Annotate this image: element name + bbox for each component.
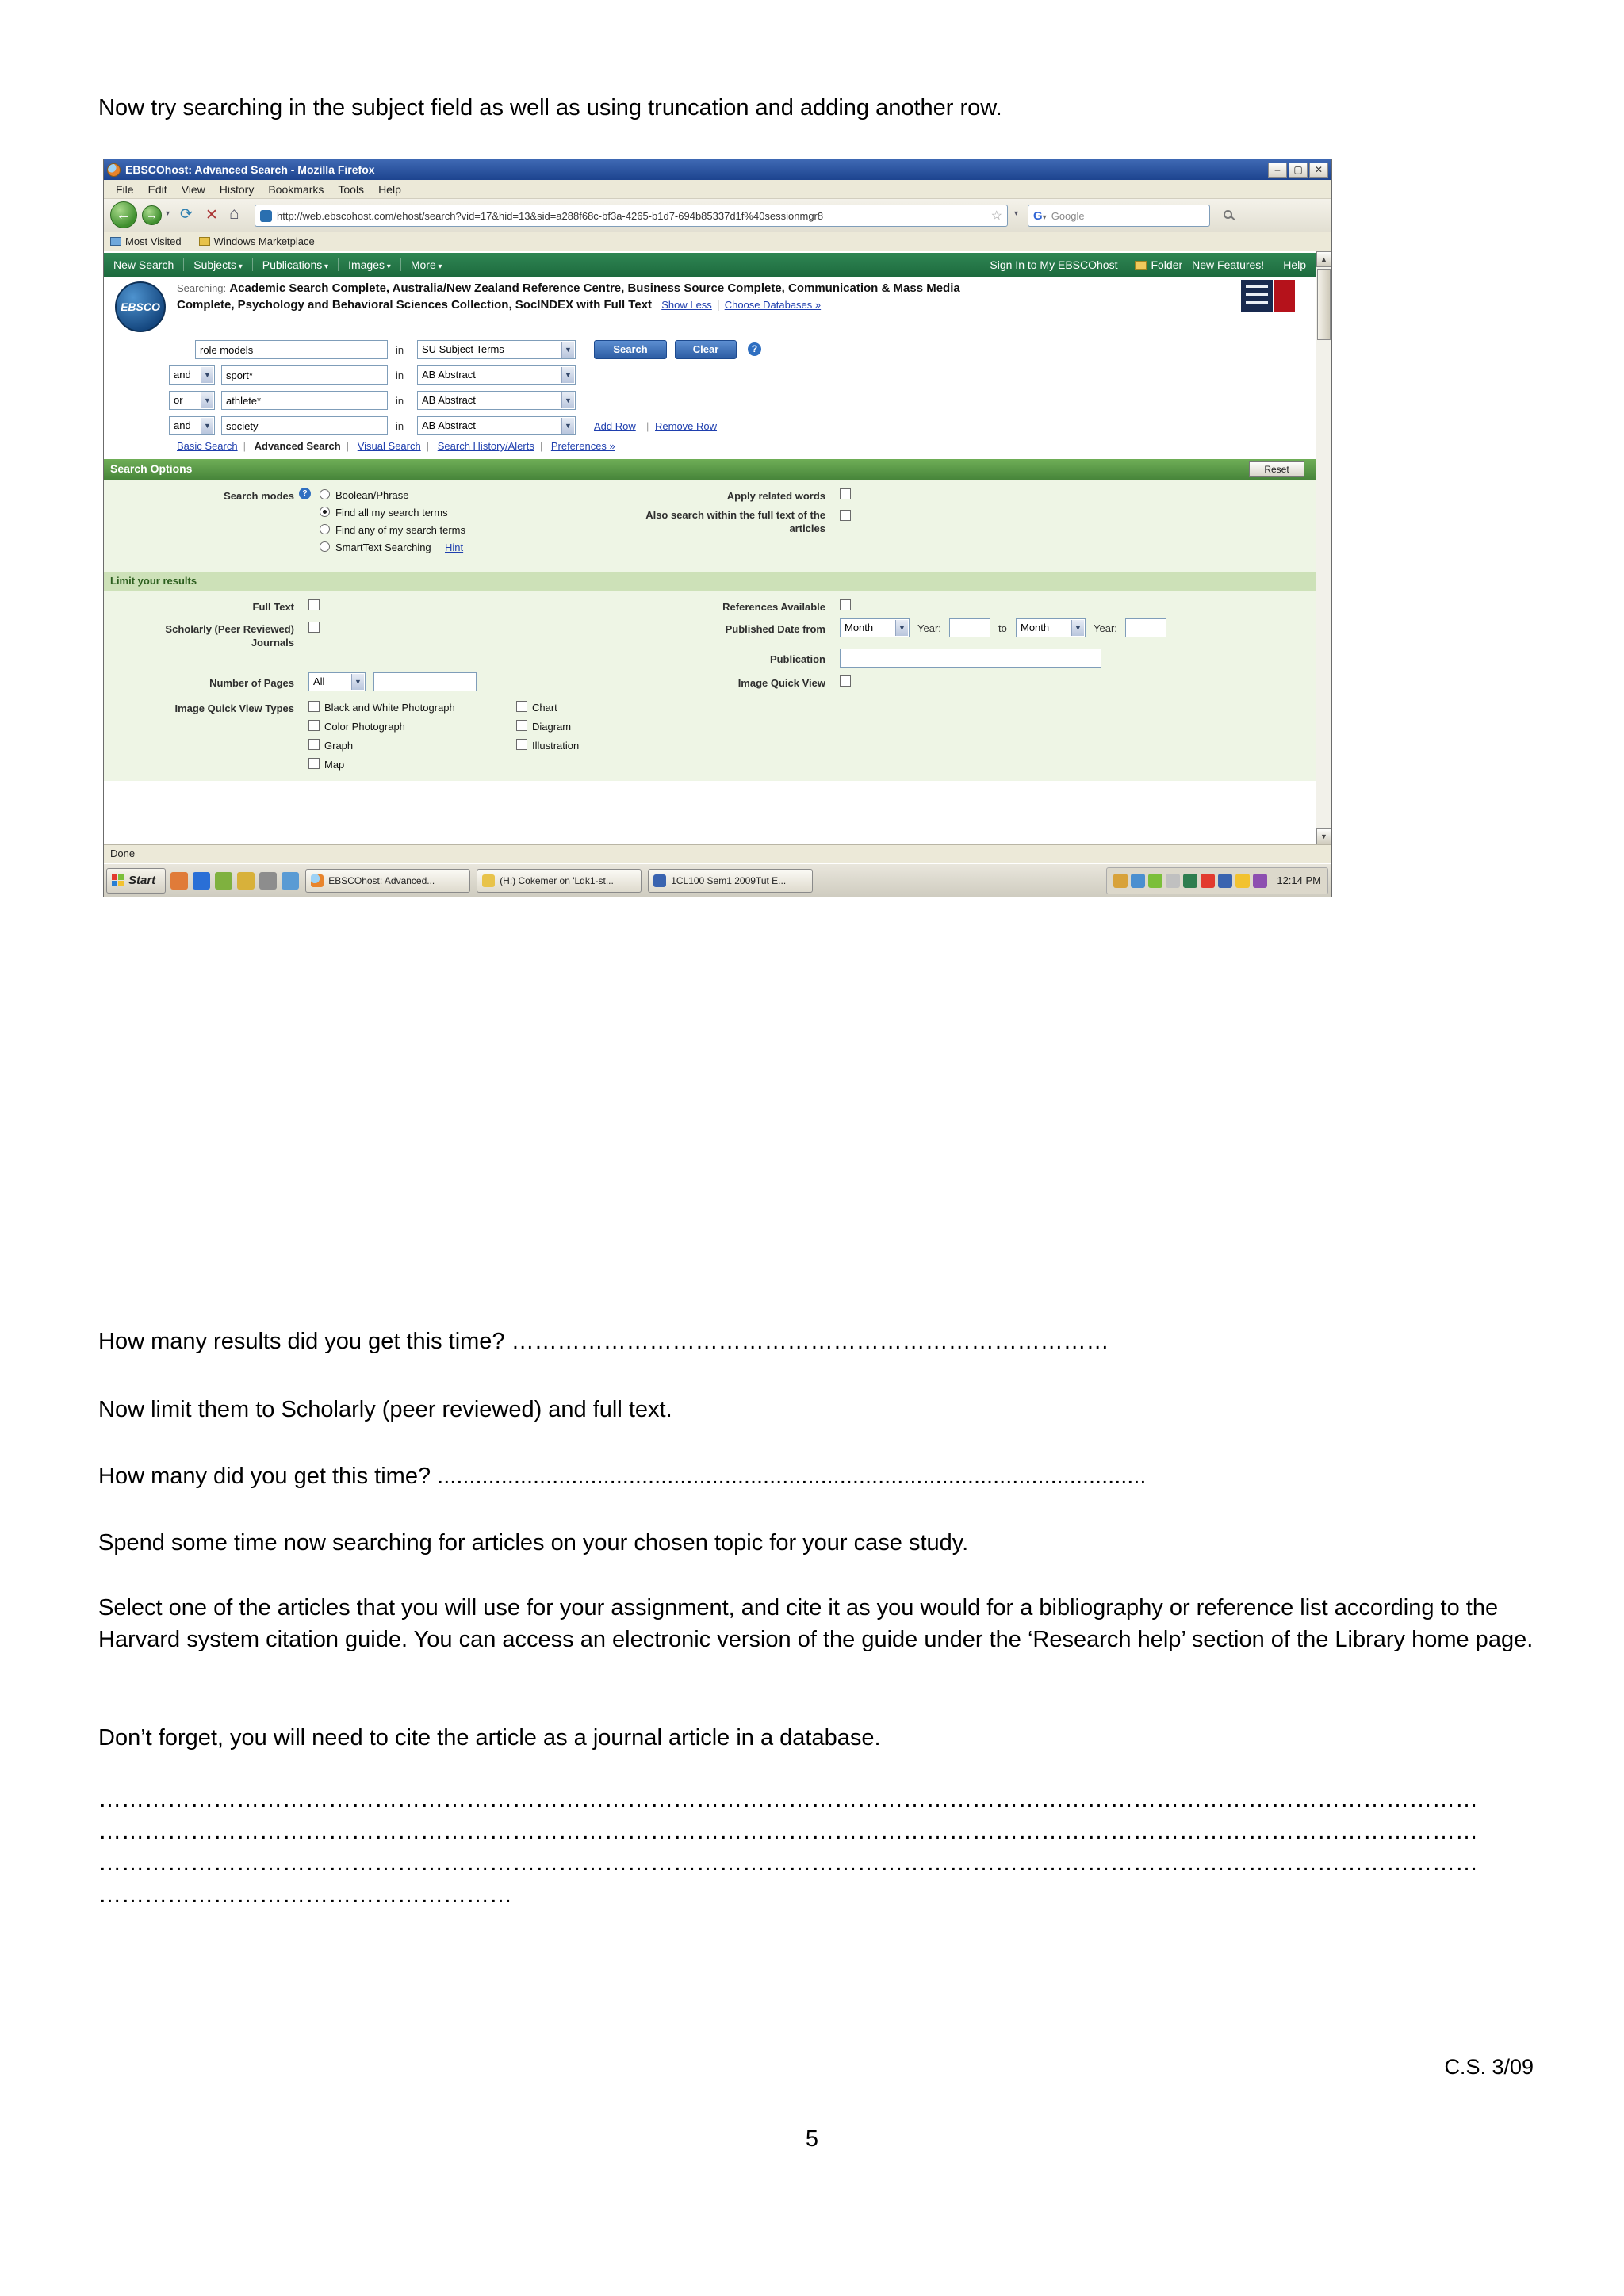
also-search-label: Also search within the full text of the articles: [645, 509, 825, 534]
in-label: in: [396, 344, 404, 356]
limit-instruction: Now limit them to Scholarly (peer reviewed) and full text.: [98, 1397, 672, 1422]
quicklaunch-icon[interactable]: [259, 872, 277, 890]
quicklaunch-firefox-icon[interactable]: [170, 872, 188, 890]
full-text-label: Full Text: [252, 601, 294, 613]
google-icon: [1033, 209, 1043, 223]
answer-line: ………………………………………………: [98, 1882, 512, 1908]
boolean-select-3[interactable]: or ▼: [169, 391, 215, 410]
radio-label: Find all my search terms: [335, 507, 448, 519]
scholarly-checkbox[interactable]: [308, 622, 320, 633]
in-label: in: [396, 420, 404, 432]
browser-navbar: [104, 199, 1331, 232]
search-options-title: Search Options: [110, 462, 193, 475]
nav-images[interactable]: Images ▾: [339, 258, 401, 271]
home-icon[interactable]: ⌂: [229, 205, 239, 223]
search-options-bar: [104, 459, 1316, 480]
nav-publications[interactable]: Publications ▾: [253, 258, 339, 271]
folder-icon: [1135, 261, 1147, 270]
forward-icon[interactable]: →: [142, 205, 162, 225]
system-tray: [1106, 867, 1328, 894]
institution-logo-red: [1274, 280, 1295, 312]
citation-instruction: Select one of the articles that you will use for your assignment, and cite it as you would for a bibliography or reference list according to the Harvard system citation guide. You can access an electronic version of the guide under the ‘Research help’ section of the Library home page.: [98, 1595, 1534, 1652]
references-available-checkbox[interactable]: [840, 599, 851, 610]
also-search-checkbox[interactable]: [840, 510, 851, 521]
search-button[interactable]: Search: [594, 340, 667, 359]
month-to-select[interactable]: Month ▼: [1016, 618, 1086, 637]
bookmark-star-icon[interactable]: [991, 208, 1002, 224]
quicklaunch-icon[interactable]: [193, 872, 210, 890]
image-quick-view-checkbox[interactable]: [840, 675, 851, 687]
search-term-input-3[interactable]: [221, 391, 388, 410]
checkbox-label: Chart: [532, 702, 557, 714]
dropdown-arrow-icon[interactable]: [561, 342, 574, 358]
radio-smarttext[interactable]: [320, 541, 330, 552]
in-label: in: [396, 369, 404, 381]
dont-forget-note: Don’t forget, you will need to cite the article as a journal article in a database.: [98, 1725, 881, 1751]
case-study-instruction: Spend some time now searching for articles on your chosen topic for your case study.: [98, 1530, 969, 1556]
show-less-link[interactable]: Show Less: [661, 299, 712, 311]
folder-link[interactable]: Folder: [1151, 258, 1183, 271]
nav-more[interactable]: More ▾: [401, 258, 452, 271]
qv-color-photo-checkbox[interactable]: [308, 720, 320, 731]
word-icon: [653, 874, 666, 887]
publication-label: Publication: [769, 653, 825, 665]
dropdown-arrow-icon[interactable]: [201, 367, 213, 383]
searching-label: Searching:: [177, 282, 227, 294]
magnifier-icon[interactable]: [1224, 210, 1232, 219]
radio-label: Find any of my search terms: [335, 524, 465, 536]
full-text-checkbox[interactable]: [308, 599, 320, 610]
tab-basic-search[interactable]: Basic Search: [177, 440, 238, 452]
references-available-label: References Available: [722, 601, 825, 613]
question-results: How many results did you get this time? ……………………………………………………………………: [98, 1329, 1109, 1354]
search-term-input-2[interactable]: [221, 365, 388, 385]
limit-results-bar: Limit your results: [104, 572, 1316, 591]
taskbar-clock: 12:14 PM: [1277, 874, 1321, 886]
quicklaunch-icon[interactable]: [282, 872, 299, 890]
radio-boolean-phrase[interactable]: [320, 489, 330, 499]
maximize-button[interactable]: ▢: [1289, 163, 1308, 178]
question-results-2: How many did you get this time? ...............................................................................................................: [98, 1464, 1147, 1489]
tab-preferences[interactable]: Preferences »: [550, 440, 615, 452]
qv-chart-checkbox[interactable]: [516, 701, 527, 712]
menu-edit[interactable]: Edit: [147, 182, 167, 196]
vertical-scrollbar[interactable]: [1316, 251, 1331, 844]
menu-bookmarks[interactable]: Bookmarks: [268, 182, 324, 196]
status-text: Done: [110, 848, 136, 859]
year-to-label: Year:: [1094, 622, 1117, 634]
browser-menubar: [104, 180, 1331, 199]
history-dropdown-icon[interactable]: ▾: [166, 209, 170, 218]
quicklaunch-icon[interactable]: [237, 872, 255, 890]
new-features-link[interactable]: New Features!: [1192, 258, 1265, 271]
qv-graph-checkbox[interactable]: [308, 739, 320, 750]
window-title: EBSCOhost: Advanced Search - Mozilla Firefox: [125, 163, 375, 176]
month-from-select[interactable]: Month ▼: [840, 618, 910, 637]
help-link[interactable]: Help: [1283, 258, 1306, 271]
qv-bw-photo-checkbox[interactable]: [308, 701, 320, 712]
scroll-up-icon[interactable]: ▲: [1316, 251, 1331, 267]
minimize-button[interactable]: –: [1268, 163, 1287, 178]
menu-help[interactable]: Help: [378, 182, 401, 196]
search-term-input-4[interactable]: [221, 416, 388, 435]
tray-icon[interactable]: [1131, 874, 1145, 888]
bookmarks-bar: [104, 232, 1331, 251]
bookmark-windows-marketplace[interactable]: Windows Marketplace: [199, 235, 315, 247]
dropdown-arrow-icon[interactable]: [1071, 620, 1084, 636]
tab-visual-search[interactable]: Visual Search: [357, 440, 421, 452]
bookmark-most-visited[interactable]: Most Visited: [110, 235, 182, 247]
tray-icon[interactable]: [1183, 874, 1197, 888]
number-of-pages-select[interactable]: All ▼: [308, 672, 366, 691]
apply-related-checkbox[interactable]: [840, 488, 851, 499]
answer-line: ………………………………………………………………………………………………………………………………………………………………: [98, 1819, 1478, 1844]
menu-view[interactable]: View: [181, 182, 205, 196]
dropdown-arrow-icon[interactable]: [895, 620, 908, 636]
database-list: Academic Search Complete, Australia/New Zealand Reference Centre, Business Source Complete, Communication & Mass Media Complete, Psychology and Behavioral Sciences Collection, SocINDEX with Full Text: [177, 281, 960, 312]
tray-icon[interactable]: [1218, 874, 1232, 888]
dropdown-arrow-icon[interactable]: [201, 418, 213, 434]
radio-find-all-terms[interactable]: [320, 507, 330, 517]
apply-related-label: Apply related words: [726, 490, 825, 502]
add-row-link[interactable]: Add Row: [594, 420, 636, 432]
field-select-1[interactable]: SU Subject Terms ▼: [417, 340, 576, 359]
menu-tools[interactable]: Tools: [338, 182, 365, 196]
institution-logo-navy: [1241, 280, 1273, 312]
radio-label: Boolean/Phrase: [335, 489, 409, 501]
qv-diagram-checkbox[interactable]: [516, 720, 527, 731]
remove-row-link[interactable]: Remove Row: [655, 420, 718, 432]
number-of-pages-input[interactable]: [373, 672, 477, 691]
image-quick-view-label: Image Quick View: [737, 677, 825, 689]
menu-history[interactable]: History: [219, 182, 255, 196]
to-label: to: [998, 622, 1007, 634]
boolean-select-2[interactable]: and ▼: [169, 365, 215, 385]
radio-label: SmartText Searching: [335, 541, 431, 553]
radio-find-any-terms[interactable]: [320, 524, 330, 534]
boolean-select-4[interactable]: and ▼: [169, 416, 215, 435]
taskbar-task-ebscohost[interactable]: EBSCOhost: Advanced...: [305, 869, 470, 893]
hint-link[interactable]: Hint: [445, 541, 464, 553]
answer-line: ………………………………………………………………………………………………………………………………………………………………: [98, 1787, 1478, 1812]
dropdown-arrow-icon[interactable]: [201, 392, 213, 408]
taskbar-task-document[interactable]: 1CL100 Sem1 2009Tut E...: [648, 869, 813, 893]
dropdown-arrow-icon[interactable]: [561, 418, 574, 434]
dropdown-arrow-icon[interactable]: [561, 367, 574, 383]
field-select-2[interactable]: AB Abstract ▼: [417, 365, 576, 385]
window-titlebar: [104, 159, 1331, 180]
url-text: http://web.ebscohost.com/ehost/search?vid=17&hid=13&sid=a288f68c-bf3a-4265-b1d7-694b85337d1f%40sessionmgr8: [277, 209, 824, 222]
search-engine-label: Google: [1051, 209, 1085, 222]
year-from-input[interactable]: [949, 618, 990, 637]
folder-icon: [110, 237, 121, 246]
tray-icon[interactable]: [1253, 874, 1267, 888]
ebsco-top-nav: [104, 253, 1316, 277]
firefox-icon: [107, 163, 121, 177]
in-label: in: [396, 395, 404, 407]
search-term-input-1[interactable]: [195, 340, 388, 359]
help-icon[interactable]: [748, 342, 761, 356]
reset-button[interactable]: Reset: [1249, 461, 1304, 477]
help-icon[interactable]: [299, 488, 311, 499]
dropdown-arrow-icon[interactable]: [351, 674, 364, 690]
year-from-label: Year:: [917, 622, 941, 634]
firefox-icon: [311, 874, 324, 887]
web-search-box[interactable]: [1028, 205, 1210, 227]
published-date-label: Published Date from: [725, 623, 825, 635]
page-viewport: [104, 251, 1331, 844]
image-quick-view-types-label: Image Quick View Types: [174, 702, 294, 714]
bookmark-icon: [199, 237, 210, 246]
separator: |: [716, 298, 720, 312]
clear-button[interactable]: Clear: [675, 340, 737, 359]
year-to-input[interactable]: [1125, 618, 1166, 637]
field-select-3[interactable]: AB Abstract ▼: [417, 391, 576, 410]
ebsco-logo: EBSCO: [115, 281, 166, 332]
checkbox-label: Color Photograph: [324, 721, 405, 733]
reload-icon[interactable]: ⟳: [180, 206, 193, 223]
url-bar[interactable]: [255, 205, 1008, 227]
tab-search-history[interactable]: Search History/Alerts: [437, 440, 534, 452]
stop-icon[interactable]: ✕: [205, 207, 218, 224]
tab-advanced-search[interactable]: Advanced Search: [254, 440, 341, 452]
scroll-down-icon[interactable]: ▼: [1316, 828, 1331, 844]
tray-icon[interactable]: [1235, 874, 1250, 888]
explorer-icon: [482, 874, 495, 887]
checkbox-label: Graph: [324, 740, 354, 752]
publication-input[interactable]: [840, 649, 1101, 668]
search-modes-label: Search modes: [224, 490, 294, 502]
windows-flag-icon: [112, 874, 124, 886]
intro-text: Now try searching in the subject field as well as using truncation and adding another row.: [98, 95, 1002, 121]
menu-file[interactable]: File: [116, 182, 134, 196]
page-number: 5: [805, 2126, 819, 2152]
tray-icon[interactable]: [1148, 874, 1162, 888]
searching-block: [177, 280, 1017, 313]
checkbox-label: Diagram: [532, 721, 572, 733]
checkbox-label: Map: [324, 759, 345, 771]
windows-taskbar: [104, 863, 1331, 897]
search-type-tabs: Basic Search | Advanced Search | Visual Search | Search History/Alerts | Preferences »: [177, 440, 615, 452]
quicklaunch-icon[interactable]: [215, 872, 232, 890]
separator: |: [646, 420, 649, 432]
number-of-pages-label: Number of Pages: [209, 677, 294, 689]
tray-icon[interactable]: [1201, 874, 1215, 888]
site-favicon: [260, 210, 272, 222]
url-dropdown-icon[interactable]: ▾: [1014, 209, 1019, 218]
search-engine-dropdown-icon[interactable]: [1043, 209, 1047, 222]
checkbox-label: Black and White Photograph: [324, 702, 455, 714]
tray-icon[interactable]: [1166, 874, 1180, 888]
qv-map-checkbox[interactable]: [308, 758, 320, 769]
screenshot-browser-window: [103, 159, 1332, 897]
qv-illustration-checkbox[interactable]: [516, 739, 527, 750]
field-select-4[interactable]: AB Abstract ▼: [417, 416, 576, 435]
nav-subjects[interactable]: Subjects ▾: [184, 258, 253, 271]
footnote: C.S. 3/09: [1444, 2055, 1534, 2079]
start-button[interactable]: Start: [106, 868, 166, 894]
scrollbar-thumb[interactable]: [1317, 269, 1331, 340]
taskbar-task-explorer[interactable]: (H:) Cokemer on 'Ldk1-st...: [477, 869, 642, 893]
sign-in-link[interactable]: Sign In to My EBSCOhost: [990, 258, 1118, 271]
scholarly-label: Scholarly (Peer Reviewed) Journals: [165, 623, 294, 649]
answer-lines: [98, 1784, 1534, 1911]
nav-new-search[interactable]: New Search: [104, 258, 184, 271]
answer-line: ………………………………………………………………………………………………………………………………………………………………: [98, 1850, 1478, 1876]
dropdown-arrow-icon[interactable]: [561, 392, 574, 408]
tray-icon[interactable]: [1113, 874, 1128, 888]
back-icon[interactable]: ←: [110, 201, 137, 228]
checkbox-label: Illustration: [532, 740, 580, 752]
browser-statusbar: [104, 844, 1331, 863]
close-button[interactable]: ✕: [1309, 163, 1328, 178]
institution-logo: [1241, 280, 1295, 312]
choose-databases-link[interactable]: Choose Databases »: [724, 299, 822, 311]
